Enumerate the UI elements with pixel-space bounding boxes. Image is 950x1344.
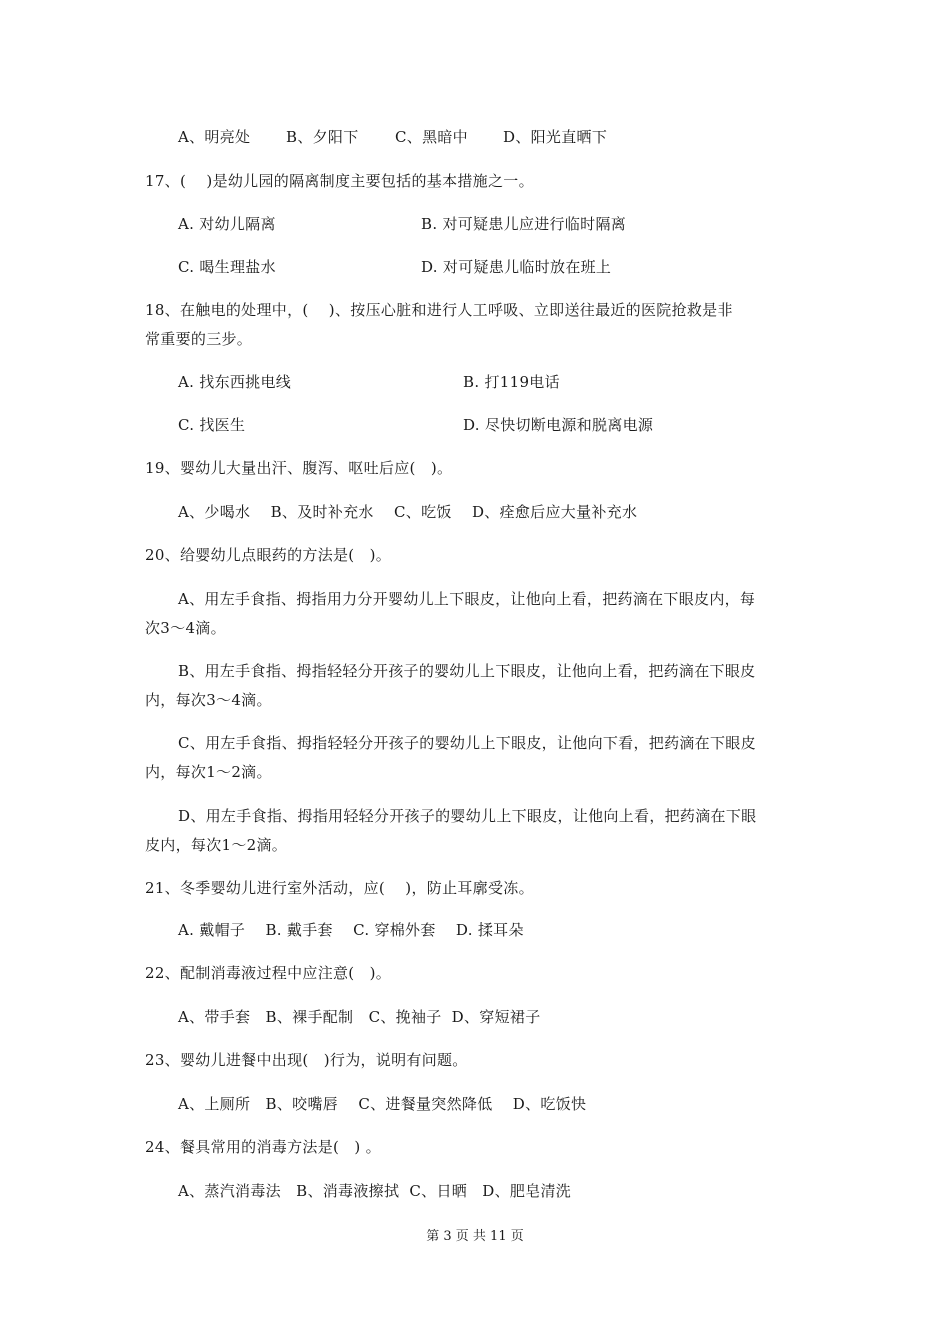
q24-options: A、蒸汽消毒法 B、消毒液擦拭 C、日晒 D、肥皂清洗: [178, 1182, 572, 1200]
q23-options: A、上厕所 B、咬嘴唇 C、进餐量突然降低 D、吃饭快: [178, 1095, 587, 1113]
q20-option-a-line2: 次3～4滴。: [145, 619, 226, 637]
q21-stem: 21、冬季婴幼儿进行室外活动，应( )，防止耳廓受冻。: [145, 879, 534, 897]
q18-option-b: B. 打119电话: [463, 373, 560, 391]
q20-option-a-line1: A、用左手食指、拇指用力分开婴幼儿上下眼皮，让他向上看，把药滴在下眼皮内，每: [178, 590, 756, 608]
q17-option-c: C. 喝生理盐水: [178, 258, 276, 276]
q17-stem: 17、( )是幼儿园的隔离制度主要包括的基本措施之一。: [145, 172, 534, 190]
q23-stem: 23、婴幼儿进餐中出现( )行为，说明有问题。: [145, 1051, 468, 1069]
q16-option-a: A、明亮处: [178, 128, 251, 146]
q20-option-d-line2: 皮内，每次1～2滴。: [145, 836, 288, 854]
q19-options: A、少喝水 B、及时补充水 C、吃饭 D、痊愈后应大量补充水: [178, 503, 638, 521]
q16-option-c: C、黑暗中: [395, 128, 468, 146]
q18-option-c: C. 找医生: [178, 416, 246, 434]
q22-options: A、带手套 B、裸手配制 C、挽袖子 D、穿短裙子: [178, 1008, 541, 1026]
q17-option-d: D. 对可疑患儿临时放在班上: [421, 258, 612, 276]
q18-option-a: A. 找东西挑电线: [178, 373, 292, 391]
q16-option-d: D、阳光直晒下: [503, 128, 608, 146]
q20-option-b-line1: B、用左手食指、拇指轻轻分开孩子的婴幼儿上下眼皮，让他向上看，把药滴在下眼皮: [178, 662, 756, 680]
q20-option-d-line1: D、用左手食指、拇指用轻轻分开孩子的婴幼儿上下眼皮，让他向上看，把药滴在下眼: [178, 807, 757, 825]
q18-stem-line1: 18、在触电的处理中，( )、按压心脏和进行人工呼吸、立即送往最近的医院抢救是非: [145, 301, 733, 319]
q19-stem: 19、婴幼儿大量出汗、腹泻、呕吐后应( )。: [145, 459, 453, 477]
q17-option-b: B. 对可疑患儿应进行临时隔离: [421, 215, 627, 233]
q20-stem: 20、给婴幼儿点眼药的方法是( )。: [145, 546, 392, 564]
q20-option-c-line1: C、用左手食指、拇指轻轻分开孩子的婴幼儿上下眼皮，让他向下看，把药滴在下眼皮: [178, 734, 756, 752]
q16-option-b: B、夕阳下: [286, 128, 359, 146]
q24-stem: 24、餐具常用的消毒方法是( ) 。: [145, 1138, 381, 1156]
q21-options: A. 戴帽子 B. 戴手套 C. 穿棉外套 D. 揉耳朵: [178, 921, 524, 939]
q20-option-c-line2: 内，每次1～2滴。: [145, 763, 272, 781]
q18-option-d: D. 尽快切断电源和脱离电源: [463, 416, 654, 434]
q17-option-a: A. 对幼儿隔离: [178, 215, 276, 233]
q18-stem-line2: 常重要的三步。: [145, 330, 253, 348]
q20-option-b-line2: 内，每次3～4滴。: [145, 691, 272, 709]
page-number: 第 3 页 共 11 页: [426, 1229, 524, 1244]
q22-stem: 22、配制消毒液过程中应注意( )。: [145, 964, 392, 982]
